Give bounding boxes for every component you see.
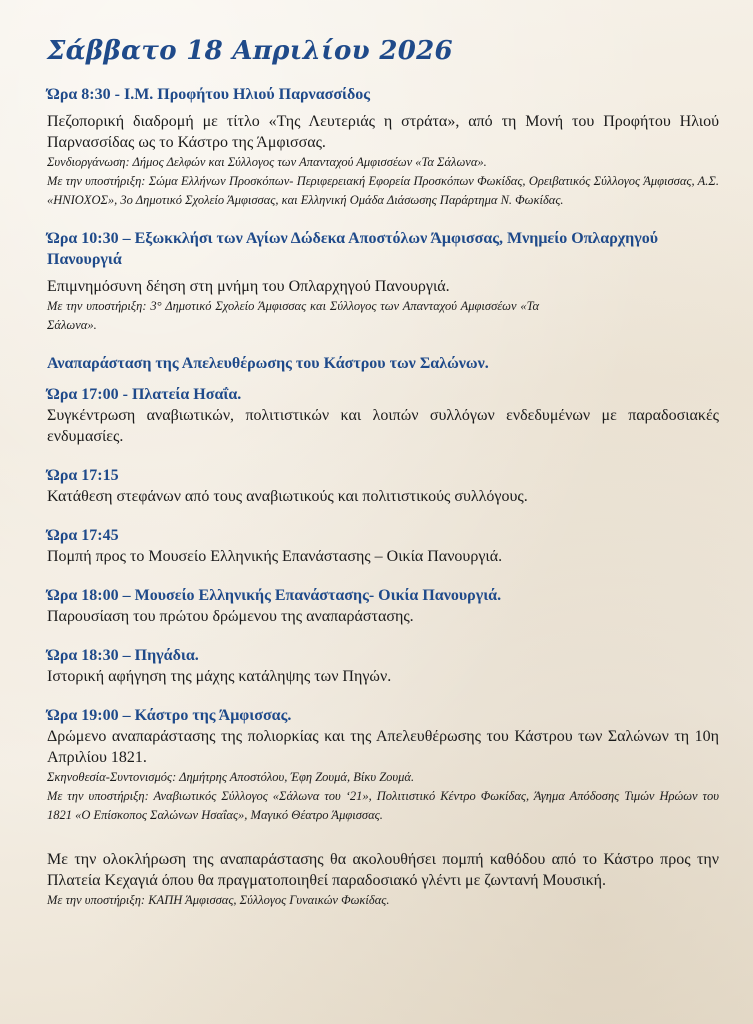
- event-heading: Ώρα 8:30 - Ι.Μ. Προφήτου Ηλιού Παρνασσίδος: [47, 86, 371, 103]
- event-body: Ιστορική αφήγηση της μάχης κατάληψης των Πηγών.: [47, 668, 392, 685]
- program-page: [47, 36, 719, 910]
- event-note: Με την υποστήριξη: 3° Δημοτικό Σχολείο Άμφισσας και Σύλλογος των Απανταχού Αμφισσέων «Τα Σάλωνα».: [47, 299, 539, 332]
- event-note: Σκηνοθεσία-Συντονισμός: Δημήτρης Αποστόλου, Έφη Ζουμά, Βίκυ Ζουμά.: [47, 770, 415, 784]
- event-note: Συνδιοργάνωση: Δήμος Δελφών και Σύλλογος των Απανταχού Αμφισσέων «Τα Σάλωνα».: [47, 155, 487, 169]
- event-block-0830: [47, 84, 719, 210]
- event-body: Δρώμενο αναπαράστασης της πολιορκίας και της Απελευθέρωσης του Κάστρου των Σαλώνων τη 10η Απριλίου 1821.: [47, 728, 719, 766]
- event-block-1030: [47, 228, 719, 335]
- event-heading: Ώρα 10:30 – Εξωκκλήσι των Αγίων Δώδεκα Αποστόλων Άμφισσας, Μνημείο Οπλαρχηγού Πανουργιά: [47, 230, 659, 268]
- event-body: Παρουσίαση του πρώτου δρώμενου της αναπαράστασης.: [47, 608, 414, 625]
- event-heading: Ώρα 17:45: [47, 527, 119, 544]
- event-body: Συγκέντρωση αναβιωτικών, πολιτιστικών και λοιπών συλλόγων ενδεδυμένων με παραδοσιακές ενδυμασίες.: [47, 407, 719, 445]
- event-block-1715: [47, 465, 719, 507]
- event-block-1700: [47, 384, 719, 447]
- event-heading: Ώρα 18:30 – Πηγάδια.: [47, 647, 199, 664]
- event-heading: Ώρα 18:00 – Μουσείο Ελληνικής Επανάστασης- Οικία Πανουργιά.: [47, 587, 502, 604]
- event-note: Με την υποστήριξη: Αναβιωτικός Σύλλογος «Σάλωνα του ‘21», Πολιτιστικό Κέντρο Φωκίδας, Άγημα Απόδοσης Τιμών Ηρώων του 1821 «Ο Επίσκοπος Σαλώνων Ησαΐας», Μαγικό Θέατρο Άμφισσας.: [47, 789, 719, 822]
- closing-block: [47, 849, 719, 910]
- event-note: Με την υποστήριξη: Σώμα Ελλήνων Προσκόπων- Περιφερειακή Εφορεία Προσκόπων Φωκίδας, Ορειβατικός Σύλλογος Άμφισσας, Α.Σ. «ΗΝΙΟΧΟΣ», 3ο Δημοτικό Σχολείο Άμφισσας, και Ελληνική Ομάδα Διάσωσης Παράρτημα Ν. Φωκίδας.: [47, 174, 719, 207]
- event-body: Πεζοπορική διαδρομή με τίτλο «Της Λευτεριάς η στράτα», από τη Μονή του Προφήτου Ηλιού Παρνασσίδας ως το Κάστρο της Άμφισσας.: [47, 113, 719, 151]
- day-title: Σάββατο 18 Απριλίου 2026: [47, 36, 453, 66]
- event-body: Πομπή προς το Μουσείο Ελληνικής Επανάστασης – Οικία Πανουργιά.: [47, 548, 503, 565]
- closing-note: Με την υποστήριξη: ΚΑΠΗ Άμφισσας, Σύλλογος Γυναικών Φωκίδας.: [47, 893, 390, 907]
- event-body: Κατάθεση στεφάνων από τους αναβιωτικούς και πολιτιστικούς συλλόγους.: [47, 488, 528, 505]
- event-block-1900: [47, 705, 719, 825]
- event-block-1745: [47, 525, 719, 567]
- event-block-1830: [47, 645, 719, 687]
- event-body: Επιμνημόσυνη δέηση στη μνήμη του Οπλαρχηγού Πανουργιά.: [47, 278, 450, 295]
- event-heading: Ώρα 17:15: [47, 467, 119, 484]
- event-heading: Ώρα 17:00 - Πλατεία Ησαΐα.: [47, 386, 242, 403]
- event-heading: Ώρα 19:00 – Κάστρο της Άμφισσας.: [47, 707, 292, 724]
- event-block-1800: [47, 585, 719, 627]
- reenactment-title: Αναπαράσταση της Απελευθέρωσης του Κάστρου των Σαλώνων.: [47, 355, 489, 372]
- closing-body: Με την ολοκλήρωση της αναπαράστασης θα ακολουθήσει πομπή καθόδου από το Κάστρο προς την Πλατεία Κεχαγιά όπου θα πραγματοποιηθεί παραδοσιακό γλέντι με ζωντανή Μουσική.: [47, 851, 719, 889]
